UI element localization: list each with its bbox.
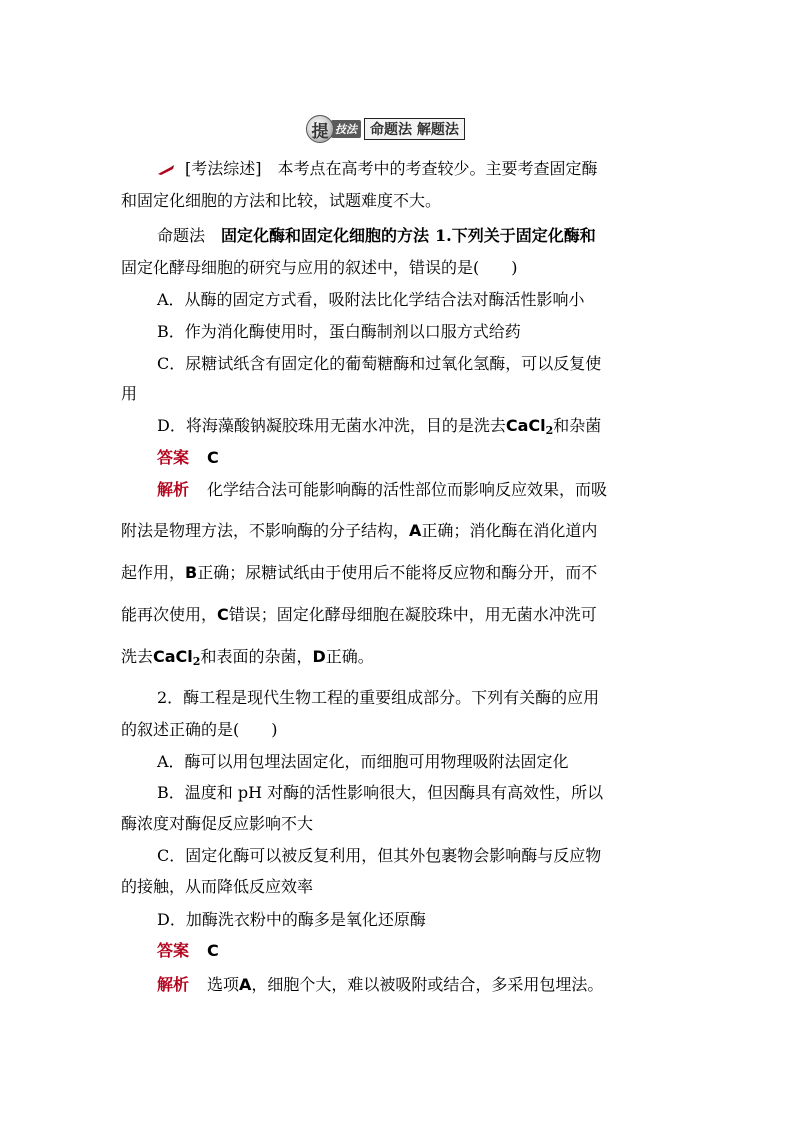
section-banner bbox=[306, 115, 488, 143]
q1-analysis-line-1 bbox=[157, 480, 607, 500]
q1-analysis-text-5c: 正确。 bbox=[325, 647, 374, 666]
q2-option-a: A．酶可以用包埋法固定化，而细胞可用物理吸附法固定化 bbox=[157, 752, 569, 771]
banner-seal-glyph: 提 bbox=[311, 121, 329, 142]
q1-analysis-text-5b: 和表面的杂菌， bbox=[200, 647, 313, 666]
q1-analysis-line-4 bbox=[121, 605, 597, 625]
q1-analysis-line-5 bbox=[121, 647, 374, 672]
q2-analysis-label: 解析 bbox=[157, 975, 190, 994]
q1-option-b: B．作为消化酶使用时，蛋白酶制剂以口服方式给药 bbox=[157, 322, 521, 341]
q1-analysis-label: 解析 bbox=[157, 480, 190, 499]
q2-analysis-line-1 bbox=[157, 975, 603, 995]
q2-answer-label: 答案 bbox=[157, 941, 190, 960]
q1-analysis-line-2 bbox=[121, 521, 597, 541]
q1-analysis-chem-sub: 2 bbox=[192, 655, 201, 668]
q2-stem-line-1: 2．酶工程是现代生物工程的重要组成部分。下列有关酶的应用 bbox=[157, 688, 600, 707]
overview-text-1: 本考点在高考中的考查较少。主要考查固定酶 bbox=[277, 159, 598, 178]
q1-stem-line-2: 固定化酵母细胞的研究与应用的叙述中，错误的是( ) bbox=[121, 258, 518, 277]
q1-analysis-letter-d: D bbox=[312, 647, 326, 666]
q1-intro: 1.下列关于固定化酶和 bbox=[435, 226, 596, 245]
q2-option-b-cont: 酶浓度对酶促反应影响不大 bbox=[121, 814, 314, 833]
q1-option-c: C．尿糖试纸含有固定化的葡萄糖酶和过氧化氢酶，可以反复使 bbox=[157, 354, 602, 373]
q1-analysis-letter-c: C bbox=[217, 605, 229, 624]
q1-option-d bbox=[157, 416, 601, 441]
q1-answer-row bbox=[157, 448, 219, 468]
banner-seal-icon bbox=[306, 115, 334, 143]
q2-analysis-text-1a: 选项 bbox=[207, 975, 240, 994]
pen-icon bbox=[157, 164, 175, 176]
overview-label: [考法综述] bbox=[185, 159, 262, 178]
q1-answer-value: C bbox=[207, 448, 219, 467]
banner-title: 命题法 解题法 bbox=[364, 118, 465, 140]
q1-option-d-sub: 2 bbox=[545, 424, 554, 437]
overview-line-2: 和固定化细胞的方法和比较，试题难度不大。 bbox=[121, 191, 442, 210]
q1-analysis-letter-b: B bbox=[185, 563, 198, 582]
q2-stem-line-2: 的叙述正确的是( ) bbox=[121, 720, 278, 739]
q1-option-d-chem: CaCl bbox=[505, 416, 546, 435]
banner-badge: 技法 bbox=[331, 120, 361, 138]
q2-option-d: D．加酶洗衣粉中的酶多是氧化还原酶 bbox=[157, 910, 426, 929]
q2-answer-value: C bbox=[207, 941, 219, 960]
q2-option-b: B．温度和 pH 对酶的活性影响很大，但因酶具有高效性，所以 bbox=[157, 783, 604, 802]
q1-analysis-text-1: 化学结合法可能影响酶的活性部位而影响反应效果，而吸 bbox=[207, 480, 608, 499]
q1-analysis-letter-a: A bbox=[409, 521, 422, 540]
q2-analysis-text-1b: ，细胞个大，难以被吸附或结合，多采用包埋法。 bbox=[251, 975, 604, 994]
q1-analysis-text-4b: 错误；固定化酵母细胞在凝胶珠中，用无菌水冲洗可 bbox=[228, 605, 597, 624]
q2-option-c-cont: 的接触，从而降低反应效率 bbox=[121, 877, 314, 896]
q1-analysis-text-4a: 能再次使用， bbox=[121, 605, 218, 624]
q1-analysis-text-3a: 起作用， bbox=[121, 563, 186, 582]
q1-answer-label: 答案 bbox=[157, 448, 190, 467]
q1-option-d-post: 和杂菌 bbox=[553, 416, 602, 435]
method-title: 固定化酶和固定化细胞的方法 bbox=[221, 226, 430, 245]
method-label: 命题法 bbox=[157, 226, 206, 245]
q1-option-d-text: D．将海藻酸钠凝胶珠用无菌水冲洗，目的是洗去 bbox=[157, 416, 506, 435]
q2-answer-row bbox=[157, 941, 219, 961]
q1-analysis-text-5a: 洗去 bbox=[121, 647, 154, 666]
q1-analysis-text-2a: 附法是物理方法，不影响酶的分子结构， bbox=[121, 521, 410, 540]
q2-option-c: C．固定化酶可以被反复利用，但其外包裹物会影响酶与反应物 bbox=[157, 846, 602, 865]
q2-analysis-letter-a: A bbox=[239, 975, 252, 994]
q1-analysis-text-2b: 正确；消化酶在消化道内 bbox=[421, 521, 598, 540]
q1-option-a: A．从酶的固定方式看，吸附法比化学结合法对酶活性影响小 bbox=[157, 290, 585, 309]
overview-line-1 bbox=[157, 159, 598, 179]
method-heading bbox=[157, 226, 596, 246]
q1-option-c-cont: 用 bbox=[121, 384, 138, 403]
q1-analysis-chem: CaCl bbox=[153, 647, 193, 666]
q1-analysis-text-3b: 正确；尿糖试纸由于使用后不能将反应物和酶分开，而不 bbox=[197, 563, 598, 582]
q1-analysis-line-3 bbox=[121, 563, 597, 583]
